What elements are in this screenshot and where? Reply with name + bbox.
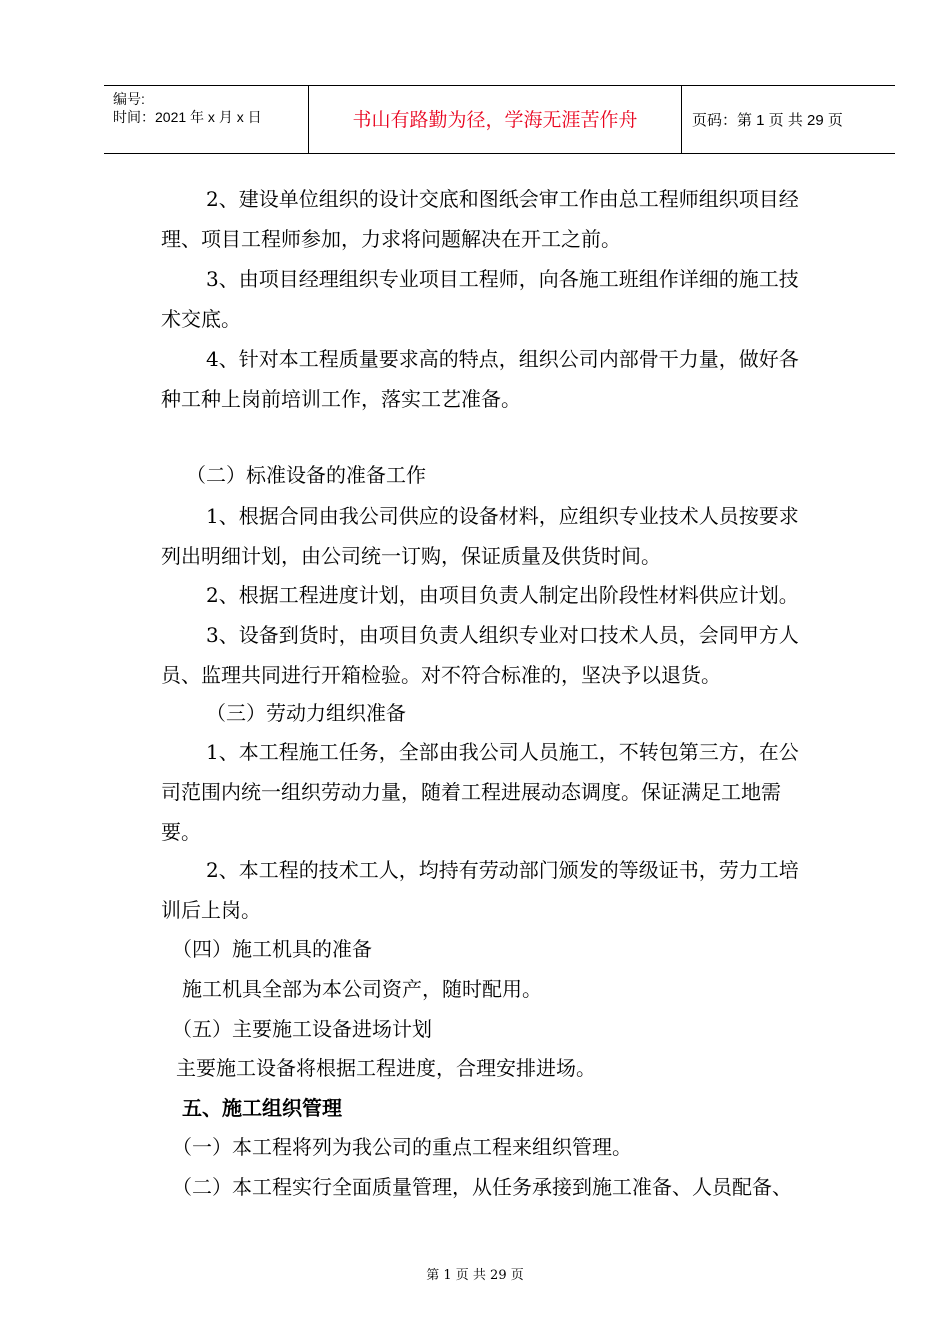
body-line: 施工机具全部为本公司资产，随时配用。 bbox=[182, 977, 542, 1001]
header-page-cell bbox=[682, 86, 895, 153]
body-line: 2、根据工程进度计划，由项目负责人制定出阶段性材料供应计划。 bbox=[206, 583, 799, 607]
body-line: 列出明细计划，由公司统一订购，保证质量及供货时间。 bbox=[161, 544, 661, 568]
document-header bbox=[104, 85, 895, 154]
body-line: 员、监理共同进行开箱检验。对不符合标准的，坚决予以退货。 bbox=[161, 663, 721, 687]
body-line: 主要施工设备将根据工程进度，合理安排进场。 bbox=[176, 1056, 596, 1080]
body-line: 训后上岗。 bbox=[161, 898, 261, 922]
document-code-label: 编号: bbox=[113, 91, 145, 107]
body-line: 4、针对本工程质量要求高的特点，组织公司内部骨干力量，做好各 bbox=[206, 347, 799, 371]
body-line: 3、设备到货时，由项目负责人组织专业对口技术人员，会同甲方人 bbox=[206, 623, 799, 647]
header-meta-cell bbox=[104, 86, 308, 153]
document-time-label: 时间：2021 年 x 月 x 日 bbox=[113, 109, 262, 125]
header-motto: 书山有路勤为径，学海无涯苦作舟 bbox=[352, 109, 638, 131]
header-page-info: 页码：第 1 页 共 29 页 bbox=[692, 112, 843, 129]
body-line: 理、项目工程师参加，力求将问题解决在开工之前。 bbox=[161, 227, 621, 251]
body-line: 司范围内统一组织劳动力量，随着工程进展动态调度。保证满足工地需 bbox=[161, 780, 781, 804]
body-line: （一）本工程将列为我公司的重点工程来组织管理。 bbox=[172, 1135, 632, 1159]
body-line: 3、由项目经理组织专业项目工程师，向各施工班组作详细的施工技 bbox=[206, 267, 799, 291]
chapter-heading: 五、施工组织管理 bbox=[182, 1096, 342, 1120]
body-line: 术交底。 bbox=[161, 307, 241, 331]
section-heading: （四）施工机具的准备 bbox=[172, 937, 372, 961]
body-line: 2、本工程的技术工人，均持有劳动部门颁发的等级证书，劳力工培 bbox=[206, 858, 799, 882]
body-line: 1、根据合同由我公司供应的设备材料，应组织专业技术人员按要求 bbox=[206, 504, 799, 528]
section-heading: （五）主要施工设备进场计划 bbox=[172, 1017, 432, 1041]
body-line: （二）本工程实行全面质量管理，从任务承接到施工准备、人员配备、 bbox=[172, 1175, 792, 1199]
section-heading: （三）劳动力组织准备 bbox=[206, 701, 406, 725]
body-line: 种工种上岗前培训工作，落实工艺准备。 bbox=[161, 387, 521, 411]
section-heading: （二）标准设备的准备工作 bbox=[186, 463, 426, 487]
header-motto-cell bbox=[308, 86, 682, 153]
page-footer: 第 1 页 共 29 页 bbox=[426, 1268, 524, 1283]
body-line: 要。 bbox=[161, 820, 201, 844]
body-line: 1、本工程施工任务，全部由我公司人员施工，不转包第三方，在公 bbox=[206, 740, 799, 764]
body-line: 2、建设单位组织的设计交底和图纸会审工作由总工程师组织项目经 bbox=[206, 187, 799, 211]
